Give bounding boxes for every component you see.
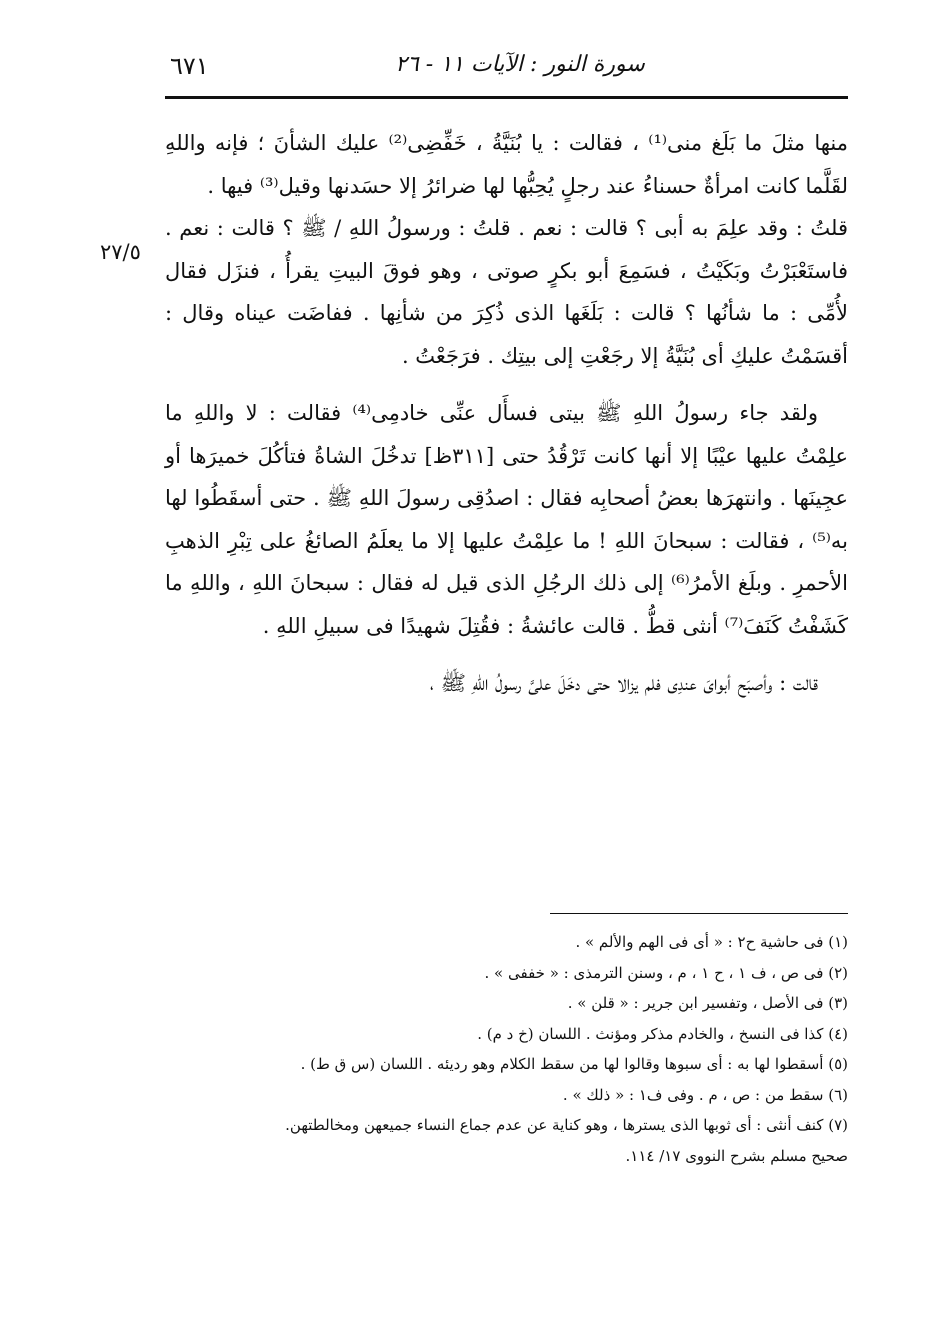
footnote-5: (٥) أسقطوا لها به : أى سبوها وقالوا لها من سقط الكلام وهو رديئه . اللسان (س ق ط) .	[300, 1055, 848, 1073]
footnote-3: (٣) فى الأصل ، وتفسير ابن جرير : « قلن » .	[567, 994, 848, 1012]
footnote-4: (٤) كذا فى النسخ ، والخادم مذكر ومؤنث . اللسان (خ د م) .	[477, 1024, 848, 1043]
header-rule	[165, 96, 848, 99]
paragraph-1: منها مثلَ ما بَلَغ منى⁽¹⁾ ، فقالت : يا بُنَيَّةُ ، خَفِّضِى⁽²⁾ عليك الشأنَ ؛ فإنه واللهِ لقَلَّما كانت امرأةٌ حسناءُ عند رجلٍ يُحِبُّها لها ضرائرُ إلا حسَدنها وقيل⁽³⁾ فيها .	[165, 131, 849, 198]
running-title: سورة النور : الآيات ١١ - ٢٦	[395, 52, 645, 77]
footnote-2: (٢) فى ص ، ف ١ ، ح ١ ، م ، وسنن الترمذى : « خففى » .	[484, 963, 848, 982]
footnote-rule	[550, 913, 848, 914]
footnote-7: (٧) كنف أنثى : أى ثوبها الذى يسترها ، وهو كناية عن عدم جماع النساء جميعهن ومخالطتهن.	[285, 1116, 848, 1134]
footnote-1: (١) فى حاشية ح٢ : « أى فى الهم والألم » .	[575, 933, 848, 951]
page-number: ٦٧١	[170, 52, 209, 80]
marginal-reference: ٢٧/٥	[100, 240, 141, 264]
page-header	[160, 48, 850, 88]
paragraph-2: قلتُ : وقد علِمَ به أبى ؟ قالت : نعم . قلتُ : ورسولُ اللهِ / ﷺ ؟ قالت : نعم . فاستَعْبَرْتُ وبَكَيْتُ ، فسَمِعَ أبو بكرٍ صوتى ، وهو فوقَ البيتِ يقرأُ ، فنزَل فقال لأُمِّى : ما شأنُها ؟ قالت : بَلَغَها الذى ذُكِرَ من شأنِها . ففاضَت عيناه وقال : أقسَمْتُ عليكِ أى بُنَيَّةُ إلا رجَعْتِ إلى بيتِك . فرَجَعْتُ .	[165, 216, 848, 368]
paragraph-3: ولقد جاء رسولُ اللهِ ﷺ بيتى فسأَل عنِّى خادمِى⁽⁴⁾ فقالت : لا واللهِ ما علِمْتُ عليها عيْبًا إلا أنها كانت تَرْقُدُ حتى [٣١١ظ] تدخُلَ الشاةُ فتأكُلَ خميرَها أو عجِينَها . وانتهرَها بعضُ أصحابِه فقال : اصدُقِى رسولَ اللهِ ﷺ . حتى أسقَطُوا لها به⁽⁵⁾ ، فقالت : سبحانَ اللهِ ! ما علِمْتُ عليها إلا ما يعلَمُ الصائغُ على تِبْرِ الذهبِ الأحمرِ . وبلَغ الأمرُ⁽⁶⁾ إلى ذلك الرجُلِ الذى قيل له فقال : سبحانَ اللهِ ، واللهِ ما كَشَفْتُ كَنَفَ⁽⁷⁾ أنثى قطُّ . قالت عائشةُ : فقُتِلَ شهيدًا فى سبيلِ اللهِ .	[165, 401, 848, 638]
footnote-6: (٦) سقط من : ص ، م . وفى ف١ : « ذلك » .	[562, 1085, 848, 1104]
main-text	[165, 122, 848, 705]
paragraph-4: قالت : وأصبَح أبوایَ عندِى فلم يزالا حتى دخَلَ علىَّ رسولُ اللهِ ﷺ ،	[429, 671, 818, 695]
footnote-7-continuation: صحيح مسلم بشرح النووى ١٧/ ١١٤.	[625, 1146, 848, 1165]
footnotes	[165, 927, 848, 1171]
